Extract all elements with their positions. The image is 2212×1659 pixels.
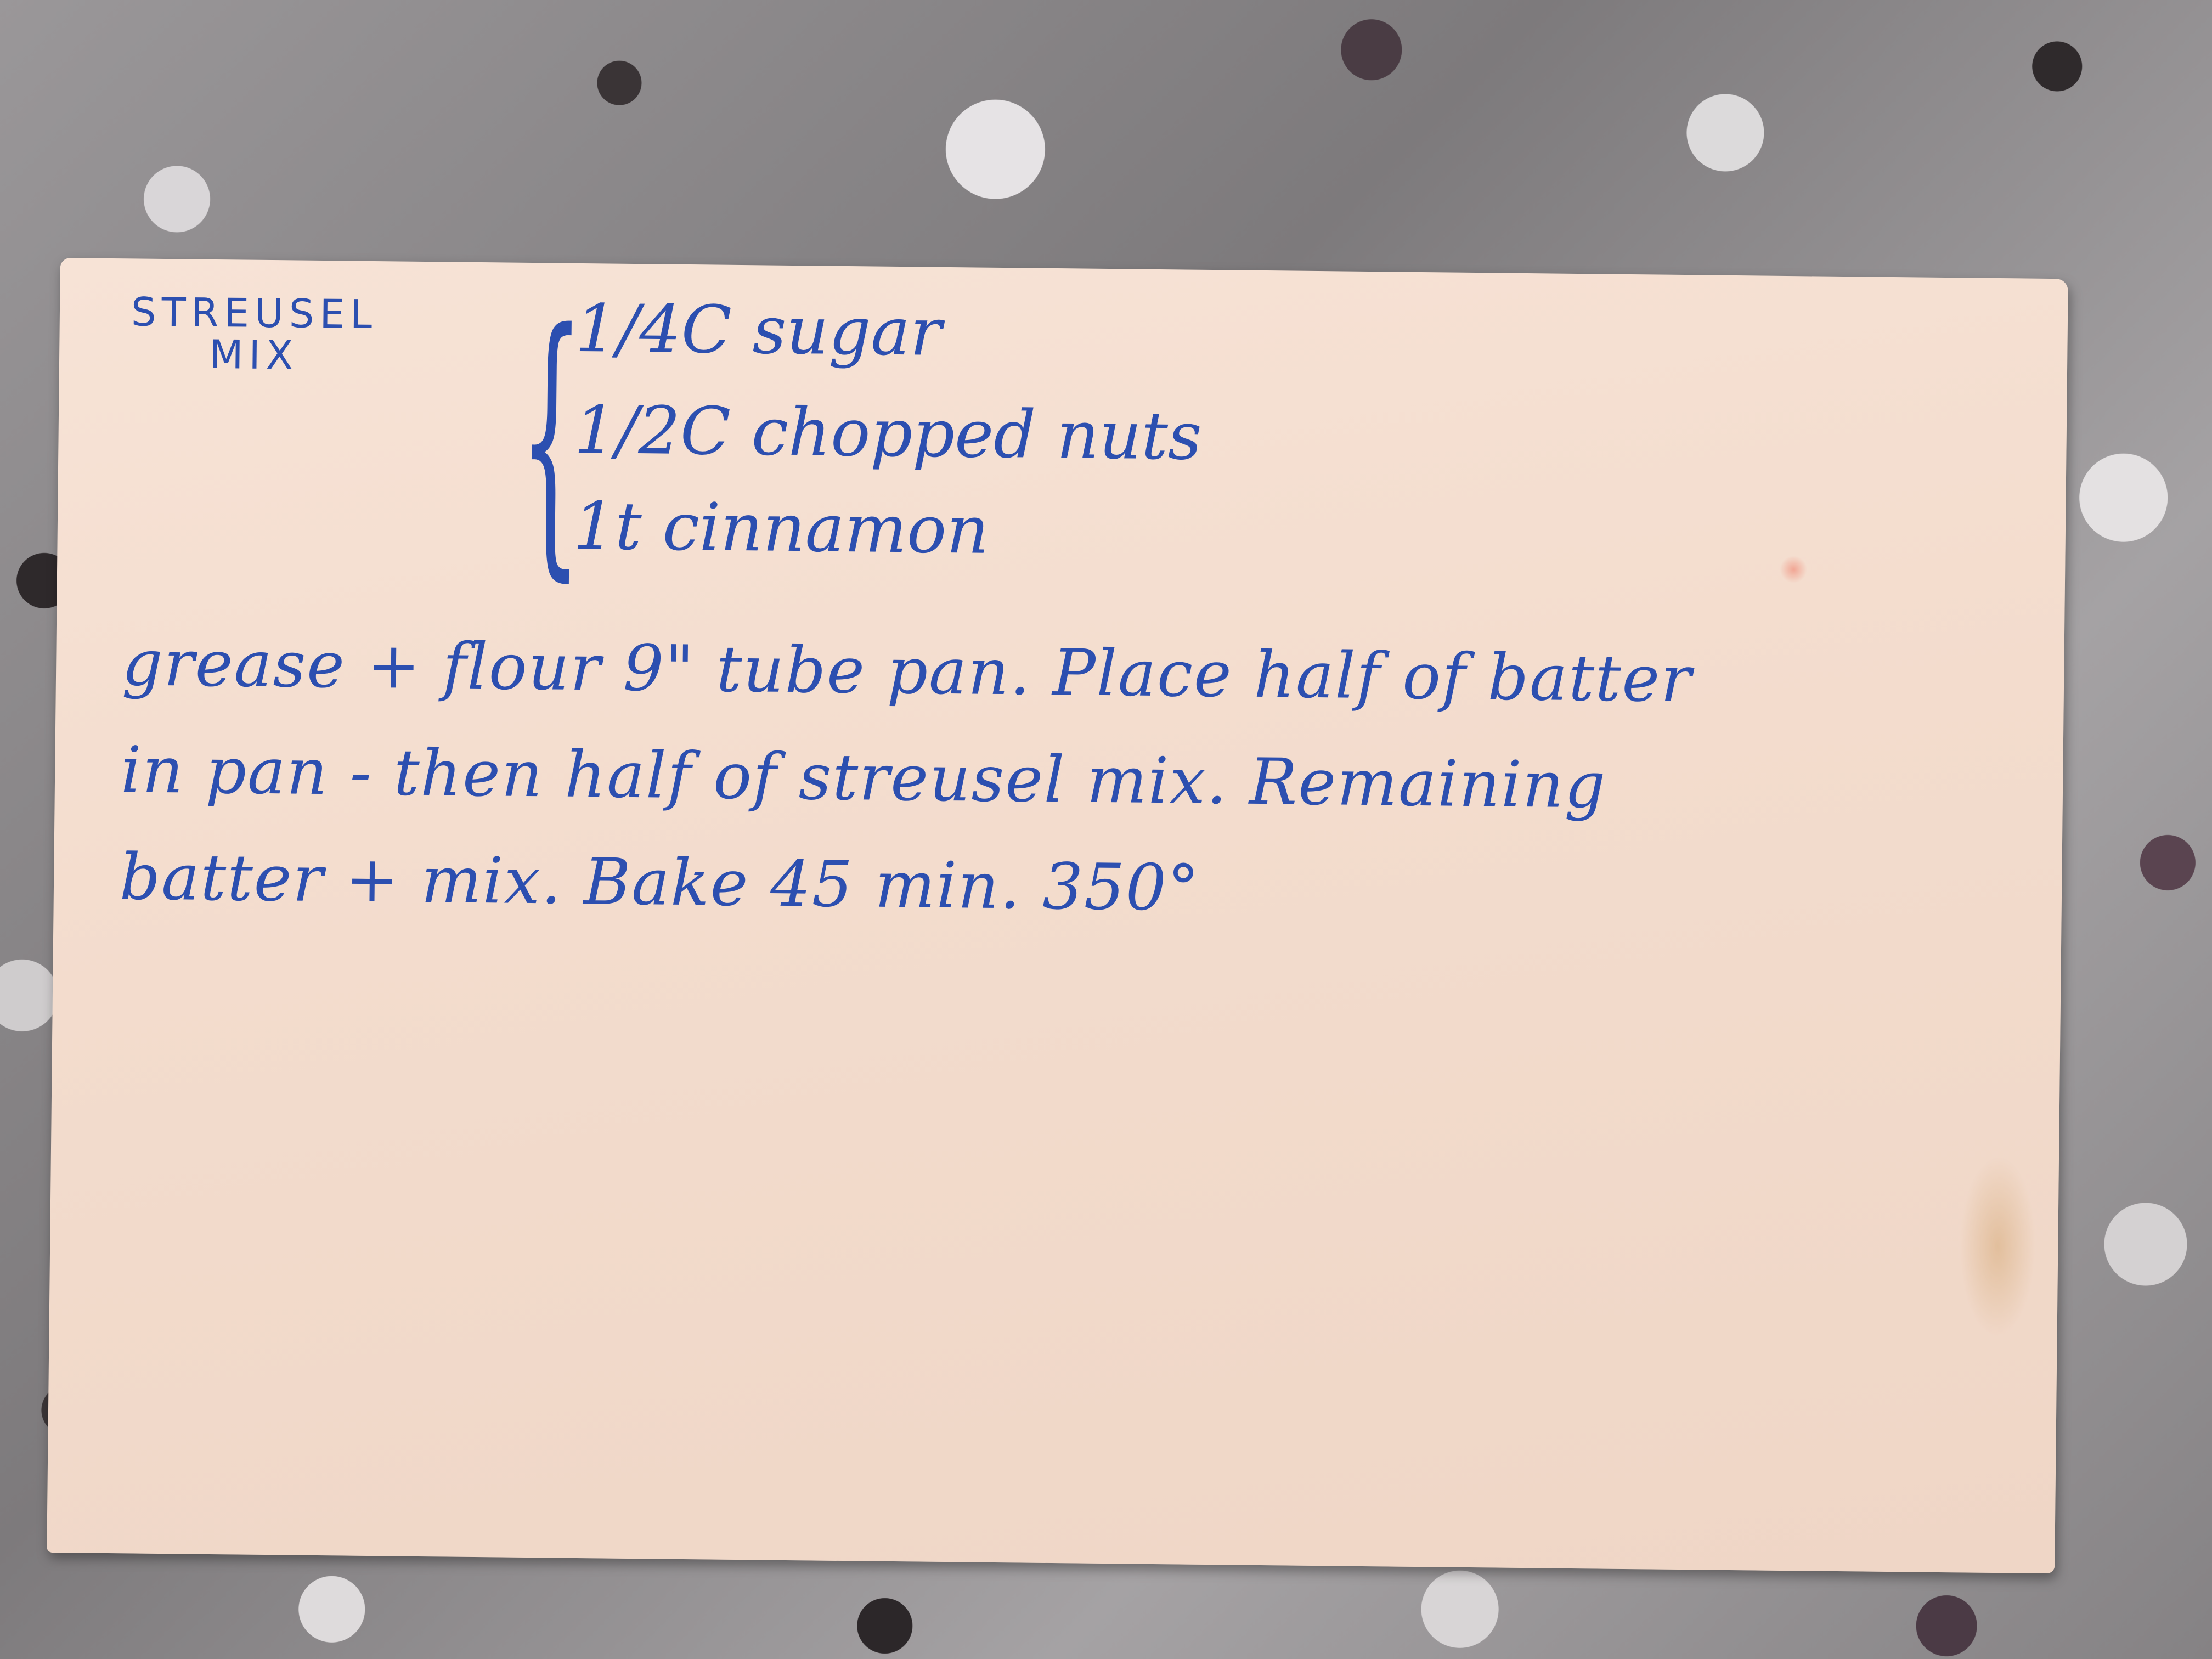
streusel-mix-heading <box>131 291 378 377</box>
instruction-line: batter + mix. Bake 45 min. 350° <box>119 840 1201 926</box>
ingredient-cinnamon: 1t cinnamon <box>573 488 990 569</box>
instruction-line: in pan - then half of streusel mix. Remaining <box>120 733 1607 823</box>
ingredient-sugar: 1/4C sugar <box>574 290 943 371</box>
ingredient-brace: { <box>517 272 585 605</box>
heading-line: MIX <box>209 331 299 379</box>
card-stain <box>1959 1155 2037 1337</box>
recipe-card <box>47 258 2068 1573</box>
heading-line: STREUSEL <box>131 289 378 338</box>
ingredient-nuts: 1/2C chopped nuts <box>574 392 1203 475</box>
instruction-line: grease + flour 9" tube pan. Place half of batter <box>121 626 1693 717</box>
card-stain <box>1780 556 1808 584</box>
